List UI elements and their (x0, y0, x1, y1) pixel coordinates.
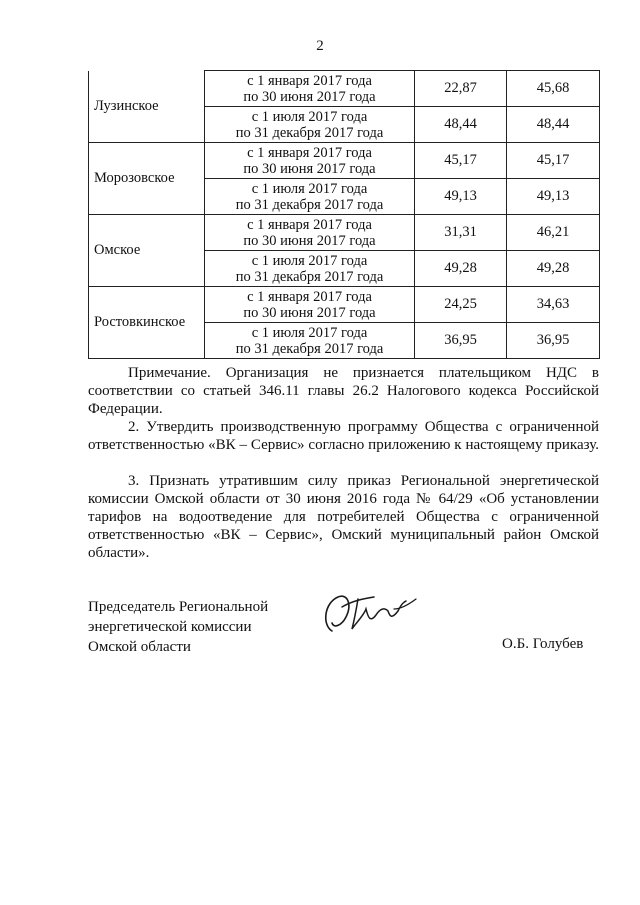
table-row (89, 215, 600, 251)
settlement-name: Лузинское (89, 71, 205, 143)
period-cell: с 1 января 2017 года по 30 июня 2017 года (205, 143, 415, 179)
handwritten-signature (318, 585, 428, 645)
tariff-value: 36,95 (415, 323, 507, 359)
tariff-value: 49,28 (415, 251, 507, 287)
period-cell: с 1 июля 2017 года по 31 декабря 2017 года (205, 323, 415, 359)
paragraph-2-block (88, 418, 599, 472)
paragraph-3-block (88, 472, 599, 580)
table-row (89, 143, 600, 179)
tariff-value: 31,31 (415, 215, 507, 251)
signer-title-line: Председатель Региональной (88, 599, 269, 615)
period-cell: с 1 июля 2017 года по 31 декабря 2017 года (205, 107, 415, 143)
period-cell: с 1 января 2017 года по 30 июня 2017 года (205, 215, 415, 251)
tariff-value: 48,44 (415, 107, 507, 143)
period-cell: с 1 января 2017 года по 30 июня 2017 года (205, 287, 415, 323)
page-number: 2 (316, 38, 324, 54)
tariff-value: 45,17 (507, 143, 600, 179)
tariff-value: 45,68 (507, 71, 600, 107)
table-row (89, 71, 600, 107)
tariff-value: 46,21 (507, 215, 600, 251)
tariff-value: 22,87 (415, 71, 507, 107)
note-text: Примечание. Организация не признается плательщиком НДС в соответствии со статьей 346.11 главы 26.2 Налогового кодекса Российской Федерации. (88, 365, 599, 417)
tariff-value: 49,13 (507, 179, 600, 215)
settlement-name: Омское (89, 215, 205, 287)
tariff-value: 49,28 (507, 251, 600, 287)
signer-name: О.Б. Голубев (502, 636, 584, 652)
tariff-value: 48,44 (507, 107, 600, 143)
table-row (89, 287, 600, 323)
settlement-name: Ростовкинское (89, 287, 205, 359)
tariff-value: 36,95 (507, 323, 600, 359)
tariff-value: 34,63 (507, 287, 600, 323)
settlement-name: Морозовское (89, 143, 205, 215)
period-cell: с 1 июля 2017 года по 31 декабря 2017 года (205, 251, 415, 287)
signer-title-line: энергетической комиссии (88, 619, 252, 635)
tariff-table (88, 70, 600, 359)
paragraph-2: 2. Утвердить производственную программу Общества с ограниченной ответственностью «ВК – Сервис» согласно приложению к настоящему приказу. (88, 419, 599, 453)
tariff-value: 45,17 (415, 143, 507, 179)
signer-title-line: Омской области (88, 639, 191, 655)
signer-title (88, 597, 268, 657)
tariff-value: 24,25 (415, 287, 507, 323)
paragraph-3: 3. Признать утратившим силу приказ Региональной энергетической комиссии Омской области от 30 июня 2016 года № 64/29 «Об установлении тарифов на водоотведение для потребителей Общества с ограниченной ответственностью «ВК – Сервис», Омский муниципальный район Омской области». (88, 473, 599, 561)
tariff-value: 49,13 (415, 179, 507, 215)
period-cell: с 1 июля 2017 года по 31 декабря 2017 года (205, 179, 415, 215)
period-cell: с 1 января 2017 года по 30 июня 2017 года (205, 71, 415, 107)
